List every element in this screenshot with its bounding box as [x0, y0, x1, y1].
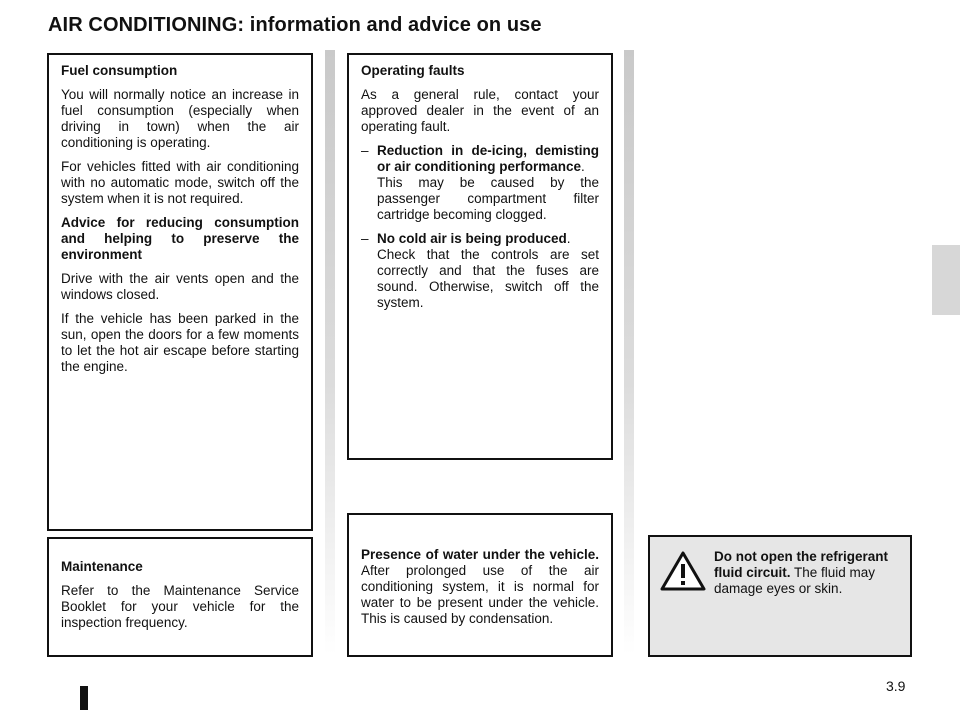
warning-title: Do not open the refrigerant fluid circuit. [714, 549, 889, 580]
fault-item-2-title: No cold air is being produced [377, 231, 567, 246]
maintenance-box [47, 537, 313, 657]
warning-box [648, 535, 912, 657]
page-number: 3.9 [886, 678, 906, 694]
list-dash: – [361, 143, 369, 158]
fuel-consumption-heading: Fuel consumption [61, 63, 178, 78]
fuel-consumption-para-2: For vehicles fitted with air conditioning with no automatic mode, switch off the system when it is not required. [61, 159, 299, 206]
column-gutter-left [325, 50, 335, 655]
advice-heading: Advice for reducing consumption and helping to preserve the environment [61, 215, 299, 262]
operating-faults-intro: As a general rule, contact your approved dealer in the event of an operating fault. [361, 87, 599, 134]
water-presence-title: Presence of water under the vehicle. [361, 547, 599, 562]
fuel-consumption-para-4: If the vehicle has been parked in the sun, open the doors for a few moments to let the hot air escape before starting the engine. [61, 311, 299, 374]
section-side-tab [932, 245, 960, 315]
water-presence-text [361, 547, 599, 627]
page-title: AIR CONDITIONING: information and advice on use [48, 14, 542, 36]
maintenance-text: Refer to the Maintenance Service Booklet for your vehicle for the inspection frequency. [61, 583, 299, 630]
fault-item-2-text: Check that the controls are set correctly and that the fuses are sound. Otherwise, switch off the system. [377, 247, 599, 310]
fault-item-reduction [361, 143, 599, 223]
warning-text [714, 549, 898, 597]
operating-faults-box [347, 53, 613, 460]
fuel-consumption-para-3: Drive with the air vents open and the windows closed. [61, 271, 299, 302]
maintenance-heading: Maintenance [61, 559, 143, 574]
fault-item-2-period: . [566, 231, 571, 246]
fault-item-1-period: . [581, 159, 585, 174]
water-presence-box [347, 513, 613, 657]
fuel-consumption-box [47, 53, 313, 531]
operating-faults-heading: Operating faults [361, 63, 465, 78]
warning-triangle-icon [660, 551, 706, 591]
fault-item-1-title: Reduction in de-icing, demisting or air conditioning performance [377, 143, 599, 174]
column-gutter-right [624, 50, 634, 655]
fault-item-no-cold-air [361, 231, 599, 311]
warning-body: The fluid may damage eyes or skin. [714, 565, 876, 596]
fault-item-1-text: This may be caused by the passenger compartment filter cartridge becoming clogged. [377, 175, 599, 222]
list-dash: – [361, 231, 369, 246]
corner-mark [80, 686, 88, 710]
water-presence-body: After prolonged use of the air conditioning system, it is normal for water to be present under the vehicle. This is caused by condensation. [361, 563, 599, 626]
fuel-consumption-para-1: You will normally notice an increase in fuel consumption (especially when driving in town) when the air conditioning is operating. [61, 87, 299, 150]
